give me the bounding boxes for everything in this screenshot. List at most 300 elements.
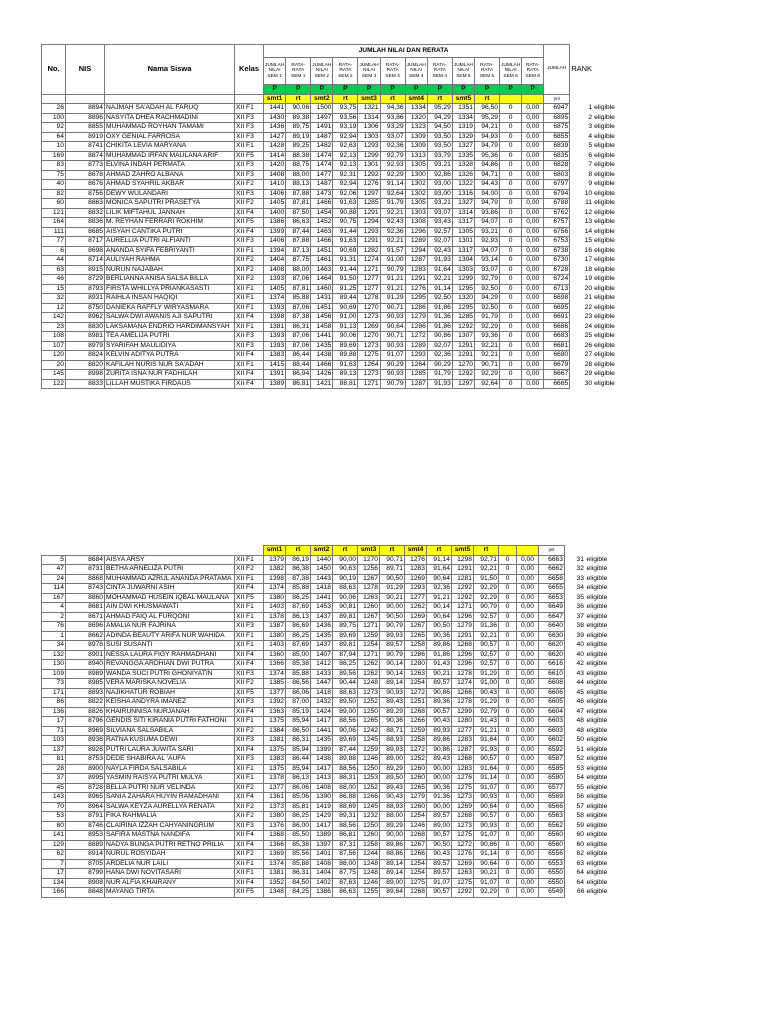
cell-sem6: 0: [499, 888, 517, 898]
cell-status: eligible: [594, 322, 615, 330]
cell-nama: AHMAD SYAHRIL AKBAR: [105, 180, 235, 190]
cell-status: eligible: [586, 812, 608, 819]
table-row: [42, 104, 634, 114]
cell: 90,00: [380, 603, 405, 613]
cell-nis: 8995: [66, 774, 105, 784]
cell-nis: 8678: [66, 170, 105, 180]
cell: 94,29: [427, 113, 452, 123]
cell: 90,50: [380, 574, 405, 584]
cell-rank: 6: [588, 151, 593, 159]
cell: 90,19: [333, 574, 358, 584]
cell-status: eligible: [586, 802, 608, 810]
cell: 89,71: [380, 565, 405, 575]
cell-nama: FIKA RAHMALIA: [105, 812, 235, 822]
cell-no: 26: [42, 104, 66, 114]
cell-rank: 32: [576, 565, 584, 572]
cell: 86,25: [286, 593, 311, 603]
cell-sem6: 0: [500, 104, 522, 114]
cell: 93,29: [380, 123, 405, 133]
col-header-smt: smt5: [452, 546, 474, 556]
cell-no: 132: [42, 650, 66, 660]
cell-sem6: 0,00: [522, 113, 544, 123]
cell-nis: 8799: [66, 869, 105, 879]
cell: 1268: [452, 812, 474, 822]
cell: 90,43: [380, 793, 405, 803]
cell: 1381: [264, 736, 286, 746]
cell-no: 142: [42, 313, 66, 323]
cell-kelas: XII F5: [235, 218, 264, 228]
table-row: [42, 565, 626, 575]
col-header-p: P: [311, 85, 333, 95]
cell-sem6: 0,00: [517, 679, 539, 689]
cell-rank: 58: [576, 812, 584, 819]
table-row: [42, 869, 626, 879]
cell-kelas: XII F3: [235, 123, 264, 133]
cell-kelas: XII F4: [235, 313, 264, 323]
cell-nama: MONICA SAPUTRI PRASETYA: [105, 199, 235, 209]
col-header-smt: smt1: [264, 546, 286, 556]
cell-sem6: 0,00: [522, 303, 544, 313]
cell: 1245: [358, 736, 380, 746]
col-header-smt: rt: [333, 546, 358, 556]
cell-sem6: 0: [499, 603, 517, 613]
cell: 1375: [264, 764, 286, 774]
cell-nis: 8989: [66, 669, 105, 679]
cell: 1426: [311, 370, 333, 380]
cell: 87,06: [286, 341, 311, 351]
cell: 1384: [264, 726, 286, 736]
cell: 1276: [405, 555, 427, 565]
cell-kelas: XII F3: [235, 170, 264, 180]
cell-no: 75: [42, 170, 66, 180]
cell-no: 40: [42, 180, 66, 190]
cell: 87,81: [286, 284, 311, 294]
cell: 90,06: [286, 104, 311, 114]
cell: 91,13: [333, 322, 358, 332]
cell-no: 46: [42, 275, 66, 285]
cell-kelas: XII F1: [235, 246, 264, 256]
cell: 91,79: [427, 370, 452, 380]
cell-no: 71: [42, 726, 66, 736]
cell-kelas: XII F4: [235, 707, 264, 717]
cell: 89,50: [380, 774, 405, 784]
cell: 1305: [405, 161, 427, 171]
cell: 90,79: [380, 379, 405, 389]
cell-no: 53: [42, 812, 66, 822]
cell-kelas: XII F2: [235, 802, 264, 812]
cell: 92,36: [427, 584, 452, 594]
cell: 88,00: [333, 783, 358, 793]
cell: 1272: [405, 688, 427, 698]
cell: 91,93: [474, 745, 499, 755]
cell: 90,93: [380, 313, 405, 323]
cell: 1377: [264, 688, 286, 698]
table-row: [42, 745, 626, 755]
col-header-jml: jml: [539, 546, 565, 556]
table-row: [42, 812, 626, 822]
cell-no: 1: [42, 631, 66, 641]
col-header-jumlah: JUMLAH: [544, 45, 570, 95]
cell-sem6: 0: [499, 850, 517, 860]
cell: 1286: [405, 322, 427, 332]
cell: 92,57: [427, 227, 452, 237]
cell: 1313: [405, 151, 427, 161]
cell: 1287: [405, 256, 427, 266]
cell: 1291: [358, 237, 380, 247]
cell-jumlah: 6630: [539, 631, 565, 641]
cell: 1265: [405, 783, 427, 793]
cell-rank: 31: [576, 555, 584, 563]
header-blank-cell: [570, 94, 593, 104]
cell-nama: AMALIA NUR FAJRINA: [105, 622, 235, 632]
cell-jumlah: 6655: [539, 584, 565, 594]
cell-nama: DANIEKA RAFFLY WIRYASMARA: [105, 303, 235, 313]
cell-jumlah: 6653: [539, 593, 565, 603]
cell: 1264: [358, 360, 380, 370]
cell: 1386: [311, 888, 333, 898]
cell: 1275: [405, 878, 427, 888]
cell: 1250: [358, 707, 380, 717]
cell: 1403: [264, 641, 286, 651]
cell-jumlah: 6788: [544, 199, 570, 209]
cell-sem6: 0: [499, 869, 517, 879]
cell-no: 73: [42, 679, 66, 689]
table-row: [42, 574, 626, 584]
cell-jumlah: 6587: [539, 755, 565, 765]
cell-no: 100: [42, 113, 66, 123]
cell-status: eligible: [586, 869, 608, 876]
cell: 94,00: [475, 189, 500, 199]
cell: 91,86: [427, 303, 452, 313]
cell: 92,64: [475, 379, 500, 389]
cell: 86,25: [286, 812, 311, 822]
cell: 85,88: [286, 584, 311, 594]
cell: 1295: [452, 284, 474, 294]
cell: 1458: [311, 322, 333, 332]
cell-nama: SUSI SUSANTI: [105, 641, 235, 651]
cell: 89,14: [380, 859, 405, 869]
table-row: [42, 707, 626, 717]
cell-sem6: 0: [499, 840, 517, 850]
cell-no: 76: [42, 622, 66, 632]
cell-status: eligible: [594, 218, 615, 225]
cell-sem6: 0: [499, 631, 517, 641]
cell: 1385: [264, 679, 286, 689]
cell-status: eligible: [594, 246, 615, 254]
cell: 1369: [264, 850, 286, 860]
cell: 1309: [405, 142, 427, 152]
cell: 86,31: [286, 322, 311, 332]
cell-nama: VERA MARISKA NOVELIA: [105, 679, 235, 689]
cell: 1283: [405, 565, 427, 575]
cell-sem6: 0,00: [517, 565, 539, 575]
cell-status: eligible: [594, 360, 615, 368]
cell-sem6: 0: [500, 199, 522, 209]
cell: 1386: [264, 218, 286, 228]
cell: 91,29: [380, 294, 405, 304]
cell: 84,25: [286, 888, 311, 898]
cell-nis: 8896: [66, 113, 105, 123]
cell: 1433: [311, 669, 333, 679]
col-header-sem: RATA-RATA SEM 4: [427, 58, 452, 85]
cell-kelas: XII F4: [235, 227, 264, 237]
cell: 93,36: [475, 332, 500, 342]
cell: 89,69: [333, 736, 358, 746]
cell-rank: 64: [576, 878, 584, 886]
cell: 1450: [311, 565, 333, 575]
table-row: [42, 332, 634, 342]
cell-kelas: XII F3: [235, 237, 264, 247]
cell: 92,57: [474, 650, 499, 660]
cell: 89,81: [333, 641, 358, 651]
cell-sem6: 0,00: [522, 151, 544, 161]
cell-nama: CHIKITA LEVIA MARYANA: [105, 142, 235, 152]
col-header-smt: rt: [286, 94, 311, 104]
cell-nama: MUHAMMAD AZRUL ANANDA PRATAMA: [105, 574, 235, 584]
cell: 89,31: [333, 812, 358, 822]
cell-sem6: 0: [500, 189, 522, 199]
cell-jumlah: 6569: [539, 793, 565, 803]
cell: 1260: [405, 764, 427, 774]
cell: 1382: [264, 565, 286, 575]
cell-sem6: 0: [500, 151, 522, 161]
col-header-sem: JUMLAH NILAI SEM 3: [358, 58, 380, 85]
cell: 1366: [264, 840, 286, 850]
cell: 1430: [264, 113, 286, 123]
cell-kelas: XII F4: [235, 660, 264, 670]
cell: 92,93: [475, 237, 500, 247]
cell-nama: CLAIRINA IZZAH CAHYANINGRUM: [105, 821, 235, 831]
cell: 89,75: [333, 622, 358, 632]
cell-nama: BERLIANNA ANISA SALSA BILLA: [105, 275, 235, 285]
cell-kelas: XII F1: [235, 104, 264, 114]
cell: 1293: [358, 227, 380, 237]
cell-sem6: 0: [500, 275, 522, 285]
cell-kelas: XII F3: [235, 113, 264, 123]
cell-no: 24: [42, 574, 66, 584]
cell: 1500: [311, 104, 333, 114]
cell: 1259: [405, 726, 427, 736]
cell: 92,29: [380, 170, 405, 180]
cell-nis: 8826: [66, 707, 105, 717]
cell: 1301: [358, 161, 380, 171]
cell-status: eligible: [594, 379, 615, 387]
cell: 1380: [264, 631, 286, 641]
cell: 86,63: [333, 888, 358, 898]
cell-sem6: 0: [500, 161, 522, 171]
cell-kelas: XII F5: [235, 151, 264, 161]
cell: 94,79: [475, 142, 500, 152]
cell: 92,06: [333, 189, 358, 199]
cell: 1391: [264, 370, 286, 380]
cell-sem6: 0,00: [522, 332, 544, 342]
cell-sem6: 0,00: [522, 170, 544, 180]
cell-kelas: XII F2: [235, 726, 264, 736]
cell: 1393: [264, 275, 286, 285]
cell: 1273: [452, 821, 474, 831]
cell: 88,75: [286, 161, 311, 171]
cell-nama: KELVIN ADITYA PUTRA: [105, 351, 235, 361]
col-header-p: P: [522, 85, 544, 95]
cell: 89,93: [380, 631, 405, 641]
cell: 92,36: [380, 142, 405, 152]
col-header-nis: NIS: [66, 45, 105, 95]
cell: 87,94: [333, 650, 358, 660]
cell: 90,21: [380, 593, 405, 603]
cell: 1267: [358, 574, 380, 584]
cell: 1464: [311, 275, 333, 285]
cell-rank: 60: [576, 840, 584, 848]
cell-jumlah: 6556: [539, 850, 565, 860]
cell-kelas: XII F4: [235, 351, 264, 361]
cell-kelas: XII F3: [235, 669, 264, 679]
cell-sem6: 0,00: [522, 161, 544, 171]
cell: 1319: [452, 123, 474, 133]
cell-nama: AISYA ARSY: [105, 555, 235, 565]
cell: 94,79: [475, 199, 500, 209]
cell-kelas: XII F3: [235, 132, 264, 142]
cell-nis: 8931: [66, 294, 105, 304]
cell: 1329: [452, 132, 474, 142]
cell-kelas: XII F1: [235, 360, 264, 370]
cell: 87,06: [286, 332, 311, 342]
cell: 1277: [358, 284, 380, 294]
cell: 1366: [264, 660, 286, 670]
cell: 89,88: [333, 351, 358, 361]
cell-no: 141: [42, 831, 66, 841]
cell: 90,64: [427, 574, 452, 584]
cell-rank: 35: [576, 593, 584, 601]
cell-nis: 8978: [66, 641, 105, 651]
cell-jumlah: 6649: [539, 603, 565, 613]
cell: 1274: [452, 679, 474, 689]
cell-jumlah: 6665: [544, 379, 570, 389]
cell: 93,14: [475, 256, 500, 266]
col-header-p: P: [333, 85, 358, 95]
cell-sem6: 0: [499, 669, 517, 679]
cell: 1271: [358, 379, 380, 389]
table-row: [42, 132, 634, 142]
cell-sem6: 0,00: [522, 360, 544, 370]
cell: 1266: [405, 717, 427, 727]
cell-jumlah: 6566: [539, 802, 565, 812]
cell: 1405: [264, 199, 286, 209]
cell: 1279: [405, 793, 427, 803]
cell-sem6: 0: [499, 783, 517, 793]
cell-jumlah: 6616: [539, 660, 565, 670]
cell: 91,93: [427, 379, 452, 389]
cell-nama: WANDA SUCI PUTRI GHONIYATIN: [105, 669, 235, 679]
cell: 94,93: [475, 132, 500, 142]
cell: 1436: [311, 622, 333, 632]
cell: 86,63: [286, 218, 311, 228]
cell: 1348: [264, 888, 286, 898]
table-row: [42, 180, 634, 190]
cell: 1322: [452, 180, 474, 190]
cell-kelas: XII F1: [235, 631, 264, 641]
cell-nama: SAFIRA MASTNA NANDIFA: [105, 831, 235, 841]
table-row: [42, 650, 626, 660]
cell-rank: 43: [576, 669, 584, 677]
cell: 89,13: [333, 370, 358, 380]
cell-sem6: 0: [499, 593, 517, 603]
cell-nama: MUHAMMAD ROYHAN TAMAMI: [105, 123, 235, 133]
cell: 89,50: [333, 698, 358, 708]
header-blank-cell: [235, 546, 264, 556]
cell-rank: 8: [588, 170, 593, 178]
cell-sem6: 0: [499, 755, 517, 765]
cell-status: eligible: [594, 104, 615, 111]
cell: 88,86: [380, 850, 405, 860]
cell: 90,57: [427, 888, 452, 898]
cell: 1275: [358, 351, 380, 361]
cell: 88,71: [380, 726, 405, 736]
cell-jumlah: 6680: [544, 351, 570, 361]
cell: 89,19: [286, 132, 311, 142]
cell-nama: NURUL ROSYIDAH: [105, 850, 235, 860]
cell: 1267: [358, 612, 380, 622]
cell: 85,88: [286, 669, 311, 679]
cell: 1408: [311, 783, 333, 793]
cell: 88,93: [380, 736, 405, 746]
cell: 88,93: [380, 802, 405, 812]
cell-sem6: 0: [500, 284, 522, 294]
cell: 90,50: [427, 622, 452, 632]
cell-sem6: 0: [499, 707, 517, 717]
cell-nama: AULIYAH RAHMA: [105, 256, 235, 266]
cell-rank: 47: [576, 707, 584, 715]
cell-rank: 21: [584, 294, 593, 301]
cell: 1441: [311, 332, 333, 342]
cell: 1308: [405, 218, 427, 228]
cell-sem6: 0: [499, 660, 517, 670]
cell: 85,81: [286, 802, 311, 812]
cell: 90,79: [380, 650, 405, 660]
cell: 89,38: [286, 113, 311, 123]
cell-nis: 8908: [66, 878, 105, 888]
cell-kelas: XII F1: [235, 641, 264, 651]
cell: 91,21: [380, 284, 405, 294]
cell-sem6: 0: [500, 256, 522, 266]
cell: 92,21: [475, 341, 500, 351]
cell: 1320: [405, 113, 427, 123]
cell: 1408: [264, 170, 286, 180]
cell-sem6: 0: [500, 360, 522, 370]
cell: 92,50: [475, 303, 500, 313]
cell: 1269: [452, 859, 474, 869]
cell: 1252: [358, 698, 380, 708]
cell: 1404: [264, 256, 286, 266]
cell: 91,63: [333, 237, 358, 247]
cell: 92,31: [333, 170, 358, 180]
cell: 92,94: [333, 132, 358, 142]
cell-nis: 8746: [66, 821, 105, 831]
header-blank-cell: [66, 546, 105, 556]
cell: 91,93: [427, 256, 452, 266]
cell: 88,25: [333, 660, 358, 670]
cell-status: eligible: [594, 161, 615, 168]
cell-jumlah: 6691: [544, 313, 570, 323]
cell: 1264: [405, 360, 427, 370]
table-row: [42, 688, 626, 698]
cell: 92,43: [427, 246, 452, 256]
cell: 1300: [405, 170, 427, 180]
cell: 90,57: [474, 812, 499, 822]
cell-jumlah: 6603: [539, 717, 565, 727]
table-row: [42, 859, 626, 869]
table-row: [42, 774, 626, 784]
cell: 1260: [405, 774, 427, 784]
